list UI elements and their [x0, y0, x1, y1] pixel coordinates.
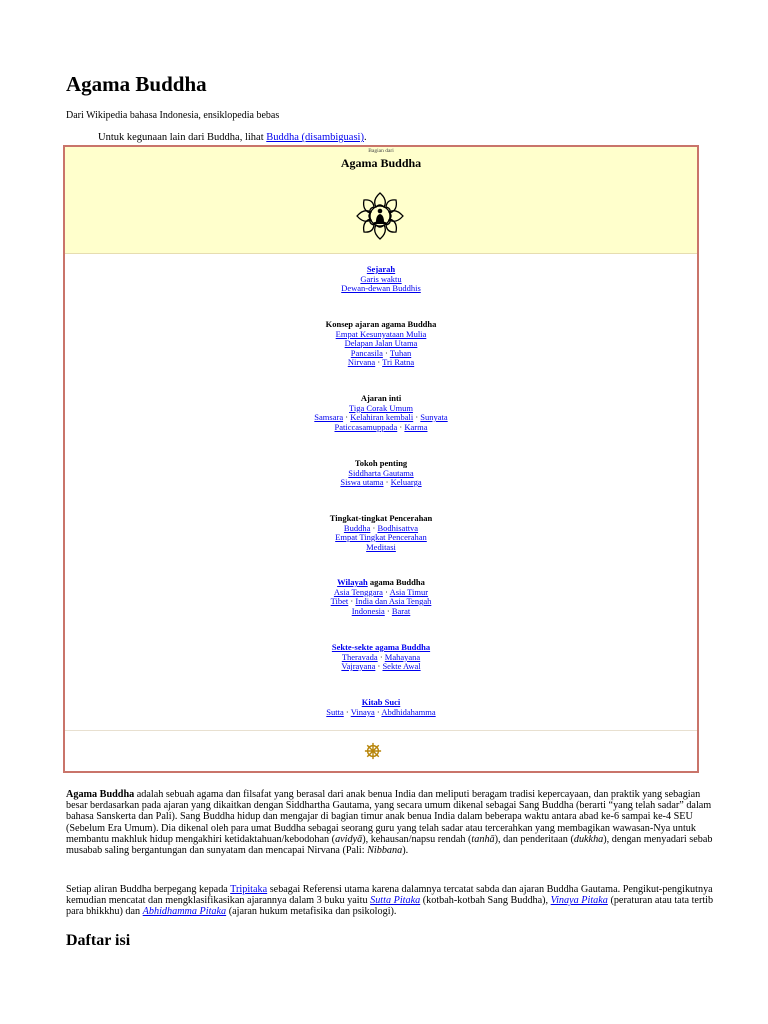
link-vajrayana[interactable]: Vajrayana: [341, 661, 376, 671]
section-heading-tingkat-pencerahan: Tingkat-tingkat Pencerahan: [329, 513, 433, 523]
paragraph-text: (peraturan atau tata tertib para bhikkhu) dan: [66, 895, 714, 918]
separator: ·: [377, 651, 385, 662]
section-heading-tokoh-penting: Tokoh penting: [354, 458, 408, 468]
infobox-footer-divider: [65, 730, 697, 731]
separator: ·: [382, 586, 390, 597]
link-tibet[interactable]: Tibet: [330, 596, 349, 606]
intro-bold-term: Agama Buddha: [66, 789, 135, 800]
term-nibbana: Nibbana: [367, 845, 403, 857]
section-heading-ajaran-inti: Ajaran inti: [360, 393, 402, 403]
section-tokoh-penting: [65, 459, 697, 488]
intro-text: adalah sebuah agama dan filsafat yang berasal dari anak benua India dan meliputi beragam tradisi kepercayaan, dan praktik yang sebagian besar berdasarkan pada ajaran yang dikaitkan dengan Siddhartha Gautama, yang secara umum dikenal sebagai Sang Buddha (berarti “yang telah sadar” dalam bahasa Sanskerta dan Pali). Sang Buddha hidup dan mengajar di bagian timur anak benua India dalam beberapa waktu antara abad ke-6 sampai ke-4 SEU (Sebelum Era Umum). Dia dikenal oleh para umat Buddha sebagai seorang guru yang telah sadar atau tercerahkan yang membagikan wawasan-Nya untuk membantu makhluk hidup mengakhiri ketidaktahuan/kebodohan (: [66, 789, 712, 845]
section-heading-konsep: Konsep ajaran agama Buddha: [325, 319, 437, 329]
link-sutta[interactable]: Sutta: [326, 706, 344, 717]
link-keluarga[interactable]: Keluarga: [390, 477, 422, 487]
buddha-lotus-emblem-icon: [355, 191, 405, 246]
section-sekte: [65, 643, 697, 672]
link-paticcasamuppada[interactable]: Paticcasamuppada: [334, 421, 398, 432]
section-heading-kitab-suci[interactable]: Kitab Suci: [361, 697, 401, 707]
intro-text: ), dengan menyadari sebab musabab saling bergantungan dan sunyatam dan mencapai Nirvana (Pali:: [66, 833, 713, 857]
separator: ·: [348, 596, 356, 606]
link-karma[interactable]: Karma: [404, 421, 428, 432]
link-sunyata[interactable]: Sunyata: [420, 412, 448, 422]
separator: ·: [384, 605, 392, 616]
link-tuhan[interactable]: Tuhan: [389, 347, 412, 358]
link-tri-ratna[interactable]: Tri Ratna: [382, 357, 415, 367]
link-samsara[interactable]: Samsara: [314, 412, 344, 422]
section-konsep: [65, 320, 697, 368]
paragraph-text: sebagai Referensi utama karena dalamnya tercatat sabda dan ajaran Buddha Gautama. Pengikut-pengikutnya kemudian mencatat dan mengklasifikasikan ajarannya dalam 3 buku yaitu: [66, 884, 713, 907]
link-nirvana[interactable]: Nirvana: [347, 357, 376, 367]
term-avidya: avidyā: [335, 833, 363, 845]
link-buddha[interactable]: Buddha: [343, 522, 371, 533]
link-barat[interactable]: Barat: [391, 605, 411, 616]
link-tiga-corak-umum[interactable]: Tiga Corak Umum: [349, 402, 413, 413]
link-garis-waktu[interactable]: Garis waktu: [360, 273, 402, 284]
section-ajaran-inti: [65, 394, 697, 432]
separator: ·: [374, 706, 382, 717]
paragraph-text: (ajaran hukum metafisika dan psikologi).: [226, 906, 397, 918]
link-asia-tenggara[interactable]: Asia Tenggara: [333, 586, 383, 597]
paragraph-text: Setiap aliran Buddha berpegang kepada: [66, 884, 231, 895]
link-empat-tingkat-pencerahan[interactable]: Empat Tingkat Pencerahan: [335, 532, 427, 542]
link-bodhisattva[interactable]: Bodhisattva: [377, 522, 419, 533]
infobox-title: Agama Buddha: [340, 156, 422, 170]
tripitaka-paragraph: [66, 884, 716, 918]
separator: ·: [370, 522, 378, 533]
dharma-wheel-icon[interactable]: [364, 742, 382, 765]
section-heading-sekte[interactable]: Sekte-sekte agama Buddha: [331, 642, 431, 652]
hatnote-end: .: [363, 132, 367, 143]
separator: ·: [382, 347, 390, 358]
link-india-dan-asia-tengah[interactable]: India dan Asia Tengah: [355, 596, 432, 606]
link-indonesia[interactable]: Indonesia: [351, 605, 385, 616]
link-delapan-jalan-utama[interactable]: Delapan Jalan Utama: [344, 338, 418, 348]
link-pancasila[interactable]: Pancasila: [350, 347, 383, 358]
paragraph-text: (kotbah-kotbah Sang Buddha),: [420, 895, 551, 907]
section-tingkat-pencerahan: [65, 514, 697, 552]
section-wilayah: [65, 578, 697, 616]
infobox-agama-buddha: [63, 145, 699, 773]
wilayah-heading-rest: agama Buddha: [367, 577, 425, 587]
separator: ·: [375, 357, 383, 367]
link-mahayana[interactable]: Mahayana: [384, 651, 421, 662]
separator: ·: [343, 412, 351, 422]
section-heading-sejarah[interactable]: Sejarah: [366, 264, 396, 274]
site-tagline: Dari Wikipedia bahasa Indonesia, ensiklopedia bebas: [66, 110, 280, 121]
hatnote-text: Untuk kegunaan lain dari Buddha, lihat: [98, 132, 267, 143]
section-heading-wilayah: [337, 577, 425, 587]
intro-text: ), kehausan/napsu rendah (: [362, 833, 472, 845]
link-vinaya[interactable]: Vinaya: [350, 706, 375, 717]
link-siswa-utama[interactable]: Siswa utama: [340, 477, 384, 487]
link-tripitaka[interactable]: Tripitaka: [230, 884, 268, 895]
intro-paragraph: [66, 789, 716, 856]
disambiguation-link[interactable]: Buddha (disambiguasi): [266, 132, 364, 143]
term-dukkha: dukkha: [573, 833, 604, 845]
link-dewan-dewan-buddhis[interactable]: Dewan-dewan Buddhis: [341, 283, 421, 293]
separator: ·: [383, 477, 391, 487]
link-sekte-awal[interactable]: Sekte Awal: [382, 661, 421, 671]
section-kitab-suci: [65, 698, 697, 717]
intro-text: ), dan penderitaan (: [494, 833, 574, 845]
intro-text: ).: [402, 845, 409, 857]
link-asia-timur[interactable]: Asia Timur: [389, 586, 429, 597]
link-vinaya-pitaka[interactable]: Vinaya Pitaka: [550, 895, 608, 907]
infobox-header: [65, 147, 697, 254]
link-theravada[interactable]: Theravada: [341, 651, 378, 662]
link-sutta-pitaka[interactable]: Sutta Pitaka: [370, 895, 421, 907]
link-abdhidahamma[interactable]: Abdhidahamma: [381, 706, 436, 717]
page-title: Agama Buddha: [66, 72, 207, 96]
link-siddharta-gautama[interactable]: Siddharta Gautama: [348, 467, 414, 478]
separator: ·: [397, 421, 405, 432]
section-sejarah: [65, 265, 697, 294]
link-empat-kesunyataan-mulia[interactable]: Empat Kesunyataan Mulia: [335, 328, 427, 339]
term-tanha: tanhā: [471, 833, 495, 845]
separator: ·: [343, 706, 351, 717]
part-of-label: Bagian dari: [368, 148, 394, 154]
link-meditasi[interactable]: Meditasi: [366, 541, 396, 552]
link-abhidhamma-pitaka[interactable]: Abhidhamma Pitaka: [142, 906, 227, 918]
link-kelahiran-kembali[interactable]: Kelahiran kembali: [350, 412, 414, 422]
separator: ·: [413, 412, 421, 422]
toc-heading: Daftar isi: [66, 932, 131, 949]
series-caption: [65, 148, 697, 154]
separator: ·: [375, 661, 383, 671]
link-wilayah[interactable]: Wilayah: [337, 577, 368, 587]
hatnote: [98, 132, 367, 143]
